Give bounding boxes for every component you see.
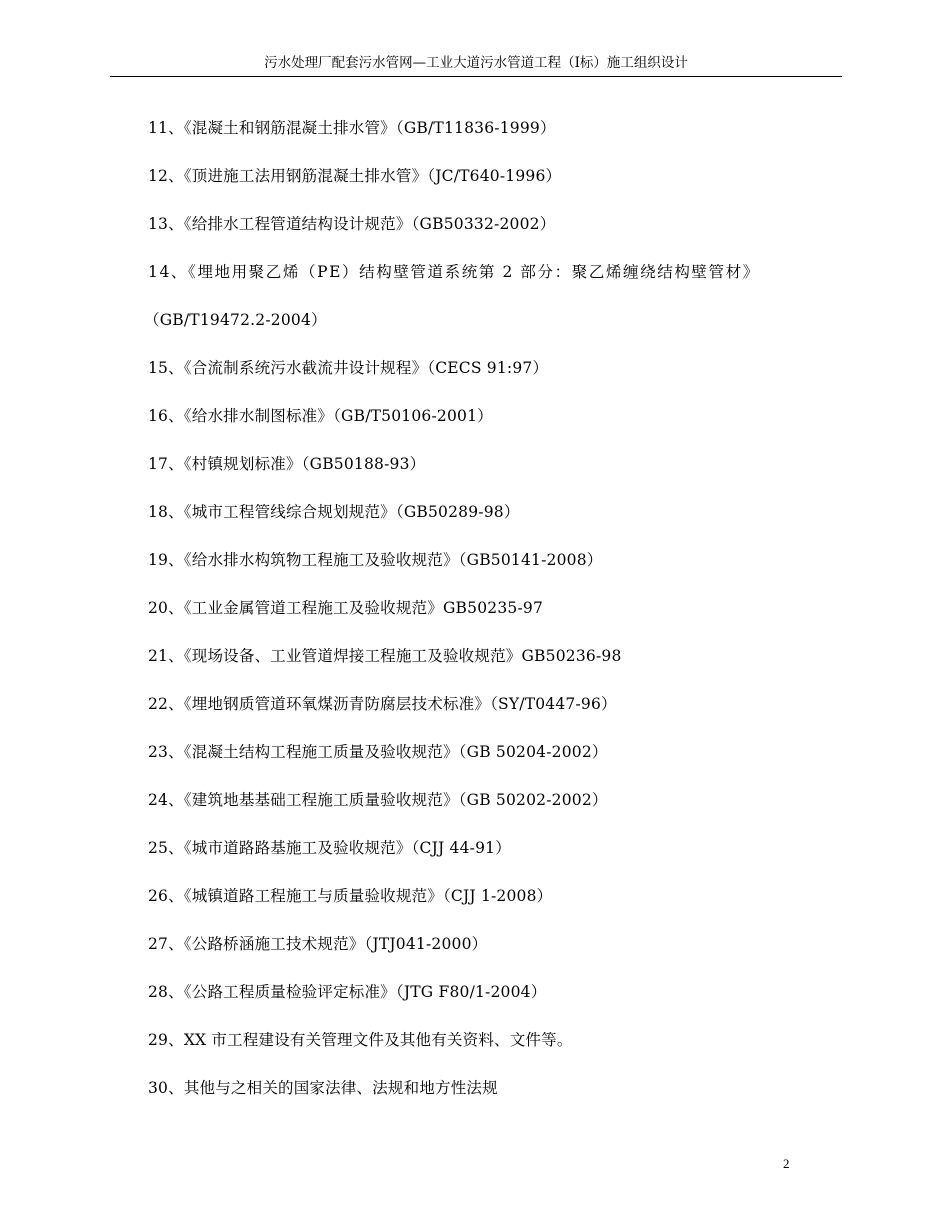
reference-item: 28、《公路工程质量检验评定标准》（JTG F80/1-2004） — [148, 983, 547, 1001]
reference-item: 13、《给排水工程管道结构设计规范》（GB50332-2002） — [148, 215, 556, 233]
reference-item: 16、《给水排水制图标准》（GB/T50106-2001） — [148, 407, 493, 425]
reference-item: 22、《埋地钢质管道环氧煤沥青防腐层技术标准》（SY/T0447-96） — [148, 695, 617, 713]
reference-list — [144, 104, 848, 1112]
reference-item: 23、《混凝土结构工程施工质量及验收规范》（GB 50204-2002） — [148, 743, 608, 761]
page-number: 2 — [783, 1156, 790, 1171]
reference-item: 30、其他与之相关的国家法律、法规和地方性法规 — [148, 1079, 498, 1097]
reference-item: 27、《公路桥涵施工技术规范》（JTJ041-2000） — [148, 935, 488, 953]
reference-item: 14、《埋地用聚乙烯（PE）结构壁管道系统第 2 部分：聚乙烯缠绕结构壁管材》 — [148, 263, 760, 281]
reference-item: 20、《工业金属管道工程施工及验收规范》GB50235-97 — [148, 599, 544, 617]
reference-item: 15、《合流制系统污水截流井设计规程》（CECS 91:97） — [148, 359, 549, 377]
reference-item: 24、《建筑地基基础工程施工质量验收规范》（GB 50202-2002） — [148, 791, 608, 809]
reference-item: 12、《顶进施工法用钢筋混凝土排水管》（JC/T640-1996） — [148, 167, 562, 185]
reference-item: 11、《混凝土和钢筋混凝土排水管》（GB/T11836-1999） — [148, 119, 556, 137]
reference-item: 26、《城镇道路工程施工与质量验收规范》（CJJ 1-2008） — [148, 887, 553, 905]
reference-item: 18、《城市工程管线综合规划规范》（GB50289-98） — [148, 503, 520, 521]
reference-item: 29、XX 市工程建设有关管理文件及其他有关资料、文件等。 — [148, 1031, 573, 1049]
reference-item: 25、《城市道路路基施工及验收规范》（CJJ 44-91） — [148, 839, 511, 857]
reference-item: 19、《给水排水构筑物工程施工及验收规范》（GB50141-2008） — [148, 551, 603, 569]
page-header: 污水处理厂配套污水管网—工业大道污水管道工程（I标）施工组织设计 — [110, 52, 842, 77]
reference-item-continuation: （GB/T19472.2-2004） — [144, 311, 327, 329]
reference-item: 17、《村镇规划标准》（GB50188-93） — [148, 455, 426, 473]
reference-item: 21、《现场设备、工业管道焊接工程施工及验收规范》GB50236-98 — [148, 647, 622, 665]
